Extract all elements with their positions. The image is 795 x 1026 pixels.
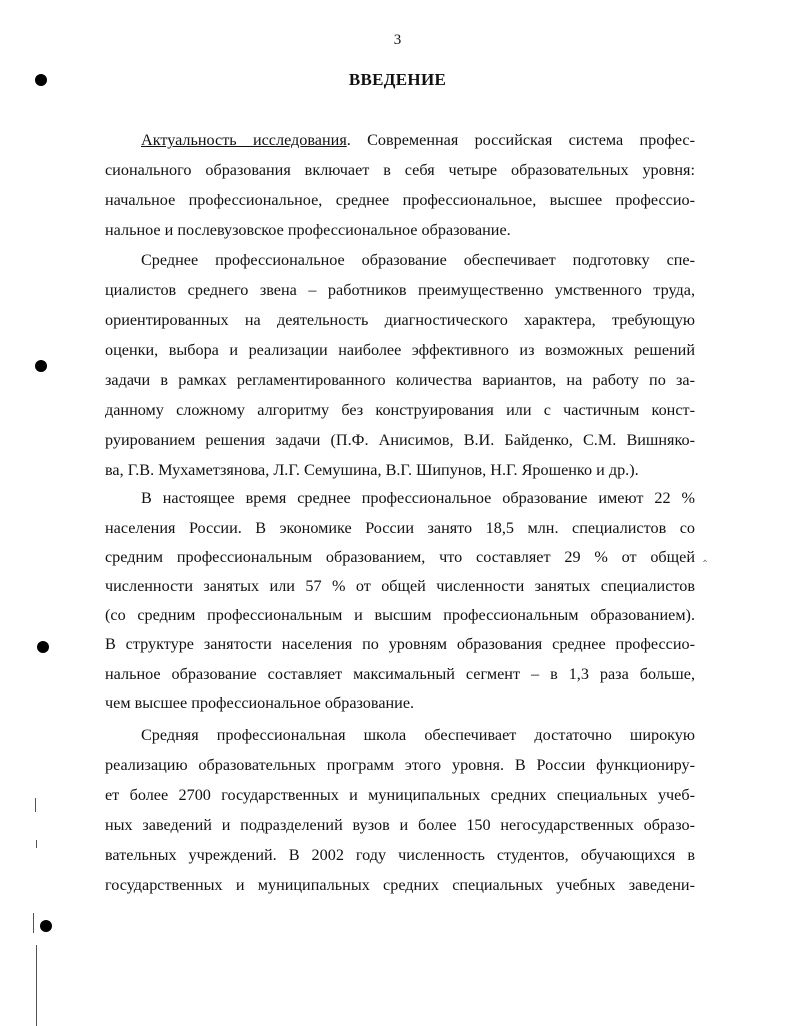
punch-hole-dot bbox=[37, 641, 49, 653]
paragraph-line: задачи в рамках регламентированного количества вариантов, на работу по за- bbox=[105, 371, 695, 389]
paragraph-line: государственных и муниципальных средних специальных учебных заведени- bbox=[105, 876, 695, 894]
paragraph-line: вательных учреждений. В 2002 году численность студентов, обучающихся в bbox=[105, 846, 695, 864]
margin-mark bbox=[35, 798, 36, 812]
underlined-lead: Актуальность исследования bbox=[141, 131, 347, 149]
paragraph-line: нальное и послевузовское профессиональное образование. bbox=[105, 221, 511, 239]
paragraph-line: (со средним профессиональным и высшим профессиональным образованием). bbox=[105, 606, 695, 624]
page-number: 3 bbox=[393, 32, 402, 48]
section-title: ВВЕДЕНИЕ bbox=[348, 70, 447, 89]
paragraph-line: ных заведений и подразделений вузов и более 150 негосударственных образо- bbox=[105, 816, 695, 834]
paragraph-line: Средняя профессиональная школа обеспечивает достаточно широкую bbox=[141, 726, 695, 744]
paragraph-line: В структуре занятости населения по уровням образования среднее профессио- bbox=[105, 635, 695, 653]
paragraph-line: численности занятых или 57 % от общей численности занятых специалистов bbox=[105, 577, 695, 595]
paragraph-line: реализацию образовательных программ этого уровня. В России функциониру- bbox=[105, 756, 695, 774]
paragraph-line: данному сложному алгоритму без конструирования или с частичным конст- bbox=[105, 401, 695, 419]
paragraph-line: нальное образование составляет максимальный сегмент – в 1,3 раза больше, bbox=[105, 665, 695, 683]
margin-mark bbox=[36, 840, 37, 848]
margin-edge-line bbox=[36, 945, 37, 1026]
margin-mark bbox=[33, 913, 34, 933]
paragraph-line: ориентированных на деятельность диагностического характера, требующую bbox=[105, 311, 695, 329]
punch-hole-dot bbox=[35, 74, 47, 86]
paragraph-line: оценки, выбора и реализации наиболее эффективного из возможных решений bbox=[105, 341, 695, 359]
paragraph-line: циалистов среднего звена – работников преимущественно умственного труда, bbox=[105, 281, 695, 299]
paragraph-line: населения России. В экономике России занято 18,5 млн. специалистов со bbox=[105, 519, 695, 537]
paragraph-line: ва, Г.В. Мухаметзянова, Л.Г. Семушина, В.Г. Шипунов, Н.Г. Ярошенко и др.). bbox=[105, 461, 639, 479]
paragraph-line: В настоящее время среднее профессиональное образование имеют 22 % bbox=[141, 489, 695, 507]
stray-mark: ‸ bbox=[703, 548, 708, 562]
paragraph-line: руированием решения задачи (П.Ф. Анисимов, В.И. Байденко, С.М. Вишняко- bbox=[105, 431, 695, 449]
paragraph-line: Актуальность исследования. Современная российская система профес- bbox=[141, 131, 696, 149]
paragraph-line: чем высшее профессиональное образование. bbox=[105, 694, 415, 712]
punch-hole-dot bbox=[35, 360, 47, 372]
paragraph-line: Среднее профессиональное образование обеспечивает подготовку спе- bbox=[141, 251, 695, 269]
paragraph-line: средним профессиональным образованием, что составляет 29 % от общей bbox=[105, 548, 695, 566]
paragraph-line: начальное профессиональное, среднее профессиональное, высшее профессио- bbox=[105, 191, 695, 209]
paragraph-line: сионального образования включает в себя четыре образовательных уровня: bbox=[105, 161, 695, 179]
punch-hole-dot bbox=[40, 920, 52, 932]
paragraph-line: ет более 2700 государственных и муниципальных средних специальных учеб- bbox=[105, 786, 695, 804]
